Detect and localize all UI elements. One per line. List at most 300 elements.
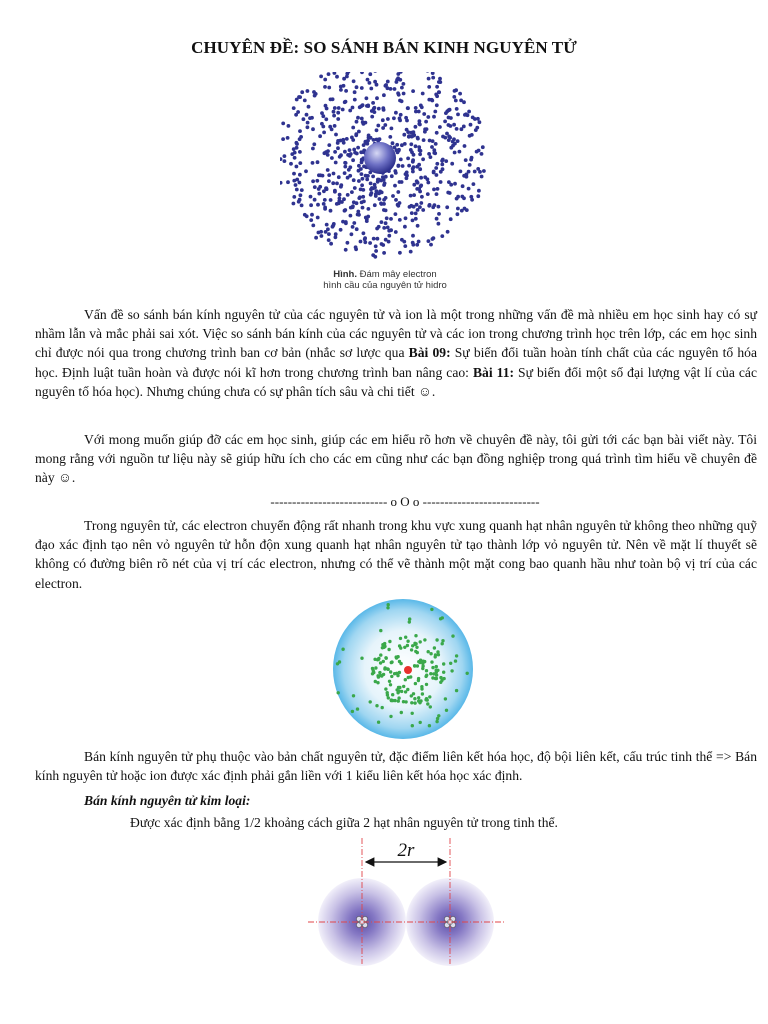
electron-dot: [413, 697, 416, 700]
electron-dot: [465, 173, 469, 177]
electron-dot: [415, 646, 418, 649]
electron-dot: [427, 204, 431, 208]
electron-dot: [440, 234, 444, 238]
electron-dot: [314, 236, 318, 240]
electron-dot: [310, 213, 314, 217]
electron-dot: [421, 208, 425, 212]
electron-dot: [334, 235, 338, 239]
electron-dot: [369, 87, 373, 91]
electron-dot: [435, 669, 438, 672]
electron-dot: [467, 187, 471, 191]
electron-dot: [466, 672, 469, 675]
electron-dot: [368, 72, 372, 76]
electron-dot: [357, 179, 361, 183]
electron-dot: [391, 141, 395, 145]
electron-dot: [414, 212, 418, 216]
electron-dot: [366, 78, 370, 82]
electron-dot: [341, 108, 345, 112]
electron-dot: [439, 180, 443, 184]
electron-dot: [419, 640, 422, 643]
electron-dot: [394, 230, 398, 234]
electron-dot: [398, 117, 402, 121]
electron-dot: [380, 674, 383, 677]
electron-dot: [435, 673, 438, 676]
electron-dot: [456, 195, 460, 199]
electron-dot: [435, 103, 439, 107]
electron-dot: [417, 699, 420, 702]
electron-dot: [417, 163, 421, 167]
electron-dot: [447, 138, 451, 142]
electron-dot: [421, 667, 424, 670]
electron-dot: [377, 192, 381, 196]
electron-dot: [302, 117, 306, 121]
electron-dot: [370, 191, 374, 195]
electron-dot: [416, 208, 420, 212]
electron-dot: [360, 657, 363, 660]
electron-dot: [390, 660, 393, 663]
electron-dot: [403, 646, 406, 649]
electron-dot: [381, 243, 385, 247]
electron-dot: [362, 231, 366, 235]
electron-dot: [382, 226, 386, 230]
electron-dot: [333, 124, 337, 128]
electron-dot: [416, 224, 420, 228]
electron-dot: [380, 220, 384, 224]
electron-dot: [416, 181, 420, 185]
electron-dot: [355, 120, 359, 124]
electron-dot: [310, 116, 314, 120]
electron-dot: [362, 122, 366, 126]
electron-dot: [388, 135, 392, 139]
electron-dot: [398, 671, 401, 674]
electron-dot: [373, 203, 377, 207]
electron-dot: [292, 106, 296, 110]
electron-dot: [398, 201, 402, 205]
electron-dot: [348, 148, 352, 152]
electron-dot: [283, 159, 287, 163]
electron-dot: [295, 165, 299, 169]
electron-dot: [373, 72, 377, 73]
electron-dot: [386, 117, 390, 121]
electron-dot: [353, 186, 357, 190]
electron-dot: [453, 142, 457, 146]
electron-dot: [325, 223, 329, 227]
caption-bold: Hình.: [333, 269, 357, 280]
electron-dot: [354, 133, 358, 137]
electron-dot: [309, 203, 313, 207]
electron-dot: [418, 167, 422, 171]
electron-dot: [458, 150, 462, 154]
electron-dot: [454, 659, 457, 662]
electron-dot: [371, 101, 375, 105]
electron-dot: [428, 724, 431, 727]
electron-dot: [306, 121, 310, 125]
electron-dot: [434, 677, 437, 680]
electron-dot: [481, 145, 485, 149]
electron-dot: [450, 669, 453, 672]
electron-dot: [350, 232, 354, 236]
electron-dot: [470, 133, 474, 137]
nucleus-sphere: [364, 142, 396, 174]
electron-dot: [404, 116, 408, 120]
electron-dot: [381, 118, 385, 122]
electron-dot: [333, 72, 337, 75]
electron-dot: [369, 136, 373, 140]
electron-dot: [394, 171, 398, 175]
electron-dot: [437, 212, 441, 216]
electron-dot: [445, 205, 449, 209]
electron-dot: [420, 105, 424, 109]
electron-dot: [394, 212, 398, 216]
caption-line2: hình cầu của nguyên tử hidro: [323, 280, 447, 291]
electron-dot: [469, 123, 473, 127]
distance-label: 2r: [397, 840, 415, 861]
electron-dot: [438, 125, 442, 129]
electron-dot: [366, 104, 370, 108]
electron-dot: [470, 156, 474, 160]
electron-dot: [377, 107, 381, 111]
electron-dot: [449, 146, 453, 150]
electron-dot: [331, 181, 335, 185]
electron-dot: [339, 88, 343, 92]
electron-dot: [341, 138, 345, 142]
electron-dot: [434, 166, 438, 170]
electron-dot: [312, 142, 316, 146]
electron-dot: [426, 115, 430, 119]
electron-dot: [406, 157, 410, 161]
electron-dot: [409, 204, 413, 208]
electron-dot: [390, 127, 394, 131]
electron-dot: [433, 646, 436, 649]
electron-dot: [463, 113, 467, 117]
electron-dot: [422, 660, 425, 663]
electron-dot: [305, 113, 309, 117]
electron-dot: [431, 139, 435, 143]
atom-shell-figure: [330, 598, 476, 740]
electron-dot: [318, 134, 322, 138]
electron-dot: [411, 234, 415, 238]
electron-dot: [292, 147, 296, 151]
electron-dot: [326, 168, 330, 172]
electron-dot: [361, 206, 365, 210]
electron-dot: [411, 712, 414, 715]
electron-dot: [351, 126, 355, 130]
electron-dot: [429, 652, 432, 655]
electron-dot: [437, 222, 441, 226]
electron-dot: [366, 174, 370, 178]
electron-dot: [441, 642, 444, 645]
electron-dot: [304, 169, 308, 173]
electron-dot: [331, 225, 335, 229]
electron-dot: [421, 92, 425, 96]
electron-dot: [343, 100, 347, 104]
electron-dot: [440, 163, 444, 167]
electron-dot: [394, 198, 398, 202]
electron-dot: [332, 110, 336, 114]
electron-dot: [412, 193, 416, 197]
electron-dot: [352, 79, 356, 83]
electron-dot: [411, 243, 415, 247]
electron-dot: [341, 648, 344, 651]
electron-dot: [439, 170, 443, 174]
electron-dot: [383, 123, 387, 127]
electron-dot: [384, 221, 388, 225]
electron-dot: [445, 709, 448, 712]
electron-dot: [348, 154, 352, 158]
electron-dot: [477, 189, 481, 193]
electron-dot: [360, 172, 364, 176]
electron-dot: [361, 177, 365, 181]
electron-dot: [406, 688, 409, 691]
electron-dot: [420, 685, 423, 688]
electron-dot: [379, 653, 382, 656]
electron-dot: [327, 86, 331, 90]
electron-dot: [460, 127, 464, 131]
electron-dot: [360, 72, 364, 74]
electron-dot: [412, 183, 416, 187]
electron-dot: [405, 171, 409, 175]
electron-dot: [342, 197, 346, 201]
electron-dot: [336, 146, 340, 150]
electron-dot: [363, 237, 367, 241]
electron-dot: [421, 692, 424, 695]
electron-dot: [414, 125, 418, 129]
electron-dot: [392, 116, 396, 120]
electron-dot: [289, 162, 293, 166]
electron-dot: [292, 179, 296, 183]
electron-dot: [404, 678, 407, 681]
electron-dot: [450, 162, 454, 166]
electron-dot: [373, 186, 377, 190]
electron-dot: [414, 642, 417, 645]
electron-dot: [369, 182, 373, 186]
electron-dot: [345, 137, 349, 141]
electron-dot: [413, 701, 416, 704]
electron-dot: [298, 150, 302, 154]
electron-dot: [399, 637, 402, 640]
electron-dot: [375, 704, 378, 707]
electron-dot: [281, 122, 285, 126]
electron-dot: [441, 639, 444, 642]
electron-dot: [321, 125, 325, 129]
electron-dot: [324, 186, 328, 190]
electron-dot: [361, 188, 365, 192]
electron-dot: [318, 185, 322, 189]
electron-dot: [402, 92, 406, 96]
paragraph2-text: Với mong muốn giúp đỡ các em học sinh, giúp các em hiểu rõ hơn về chuyên đề này, tôi gửi tới các bạn bài viết này. Tôi mong rằng với nguồn tư liệu này sẽ giúp hữu ích cho các em cũng như các bạn đồng nghiệp trong quá trình tìm hiểu về chuyên đề này ☺.: [35, 432, 757, 486]
electron-dot: [382, 202, 386, 206]
electron-dot: [332, 114, 336, 118]
electron-dot: [435, 192, 439, 196]
electron-dot: [375, 128, 379, 132]
electron-dot: [343, 171, 347, 175]
electron-dot: [456, 212, 460, 216]
electron-dot: [322, 202, 326, 206]
two-atoms-figure: [300, 836, 510, 966]
electron-dot: [390, 174, 394, 178]
electron-dot: [384, 656, 387, 659]
electron-dot: [309, 195, 313, 199]
electron-dot: [385, 216, 389, 220]
electron-dot: [316, 160, 320, 164]
electron-dot: [417, 677, 420, 680]
electron-dot: [389, 87, 393, 91]
electron-dot: [389, 670, 392, 673]
electron-dot: [459, 170, 463, 174]
electron-dot: [478, 170, 482, 174]
electron-dot: [295, 142, 299, 146]
electron-dot: [354, 245, 358, 249]
electron-dot: [455, 689, 458, 692]
electron-dot: [292, 202, 296, 206]
electron-dot: [448, 191, 452, 195]
electron-dot: [376, 237, 380, 241]
electron-dot: [473, 170, 477, 174]
electron-dot: [351, 225, 355, 229]
electron-dot: [417, 240, 421, 244]
electron-dot: [427, 239, 431, 243]
paragraph1-text-2: Sự biến đổi tuần hoàn tính chất của các nguyên tố hóa học. Định luật tuần hoàn và được nói kĩ hơn trong chương trình ban nâng cao:: [35, 345, 757, 380]
electron-dot: [400, 143, 404, 147]
electron-dot: [449, 183, 453, 187]
electron-dot: [327, 173, 331, 177]
electron-dot: [422, 138, 426, 142]
electron-dot: [388, 680, 391, 683]
electron-dot: [389, 683, 392, 686]
electron-dot: [453, 151, 457, 155]
electron-dot: [468, 163, 472, 167]
electron-dot: [371, 175, 375, 179]
electron-dot: [356, 146, 360, 150]
electron-dot: [461, 184, 465, 188]
electron-dot: [435, 720, 438, 723]
electron-dot: [405, 176, 409, 180]
electron-dot: [426, 192, 430, 196]
electron-dot: [347, 168, 351, 172]
electron-dot: [437, 653, 440, 656]
electron-dot: [377, 178, 381, 182]
electron-dot: [393, 87, 397, 91]
electron-dot: [356, 707, 359, 710]
electron-dot: [419, 149, 423, 153]
electron-dot: [339, 185, 343, 189]
electron-dot: [329, 198, 333, 202]
electron-dot: [355, 201, 359, 205]
electron-dot: [419, 201, 423, 205]
electron-dot: [295, 188, 299, 192]
electron-dot: [406, 130, 410, 134]
electron-dot: [410, 135, 414, 139]
electron-dot: [435, 131, 439, 135]
electron-dot: [387, 603, 390, 606]
electron-cloud-figure: [280, 72, 490, 262]
electron-dot: [366, 215, 370, 219]
electron-dot: [339, 85, 343, 89]
electron-dot: [384, 687, 387, 690]
electron-dot: [372, 671, 375, 674]
electron-dot: [298, 198, 302, 202]
electron-dot: [396, 72, 400, 76]
electron-dot: [400, 99, 404, 103]
electron-dot: [433, 110, 437, 114]
electron-dot: [327, 72, 331, 76]
electron-dot: [280, 157, 282, 161]
electron-dot: [299, 135, 303, 139]
electron-dot: [431, 205, 435, 209]
electron-dot: [382, 93, 386, 97]
electron-dot: [476, 194, 480, 198]
electron-dot: [430, 660, 433, 663]
electron-dot: [323, 85, 327, 89]
electron-dot: [441, 135, 445, 139]
electron-dot: [407, 164, 411, 168]
electron-dot: [338, 197, 342, 201]
electron-dot: [388, 640, 391, 643]
electron-dot: [368, 241, 372, 245]
electron-dot: [386, 80, 390, 84]
electron-dot: [327, 143, 331, 147]
electron-dot: [404, 216, 408, 220]
electron-dot: [396, 674, 399, 677]
electron-dot: [437, 80, 441, 84]
electron-dot: [373, 255, 377, 259]
electron-dot: [306, 125, 310, 129]
electron-dot: [397, 696, 400, 699]
electron-dot: [395, 143, 399, 147]
electron-dot: [357, 130, 361, 134]
electron-dot: [427, 77, 431, 81]
electron-dot: [311, 127, 315, 131]
electron-dot: [367, 207, 371, 211]
electron-dot: [374, 192, 378, 196]
paragraph-1: [35, 305, 757, 401]
electron-dot: [456, 113, 460, 117]
electron-dot: [442, 677, 445, 680]
electron-dot: [336, 111, 340, 115]
electron-dot: [417, 187, 421, 191]
electron-dot: [411, 158, 415, 162]
electron-dot: [352, 221, 356, 225]
electron-dot: [458, 92, 462, 96]
electron-dot: [346, 176, 350, 180]
electron-dot: [417, 122, 421, 126]
electron-dot: [338, 155, 342, 159]
electron-dot: [439, 617, 442, 620]
electron-dot: [400, 238, 404, 242]
electron-dot: [436, 187, 440, 191]
electron-dot: [311, 179, 315, 183]
electron-dot: [327, 179, 331, 183]
electron-dot: [373, 106, 377, 110]
electron-dot: [391, 693, 394, 696]
electron-dot: [286, 136, 290, 140]
electron-dot: [431, 666, 434, 669]
electron-dot: [377, 675, 380, 678]
electron-dot: [293, 156, 297, 160]
electron-dot: [341, 220, 345, 224]
electron-dot: [295, 98, 299, 102]
electron-dot: [376, 124, 380, 128]
electron-dot: [361, 195, 365, 199]
electron-dot: [378, 197, 382, 201]
metal-radius-text: Được xác định bằng 1/2 khoảng cách giữa 2 hạt nhân nguyên tử trong tinh thể.: [130, 815, 558, 830]
electron-dot: [351, 138, 355, 142]
electron-dot: [356, 213, 360, 217]
electron-dot: [427, 85, 431, 89]
electron-dot: [387, 648, 390, 651]
electron-dot: [329, 209, 333, 213]
electron-dot: [299, 193, 303, 197]
